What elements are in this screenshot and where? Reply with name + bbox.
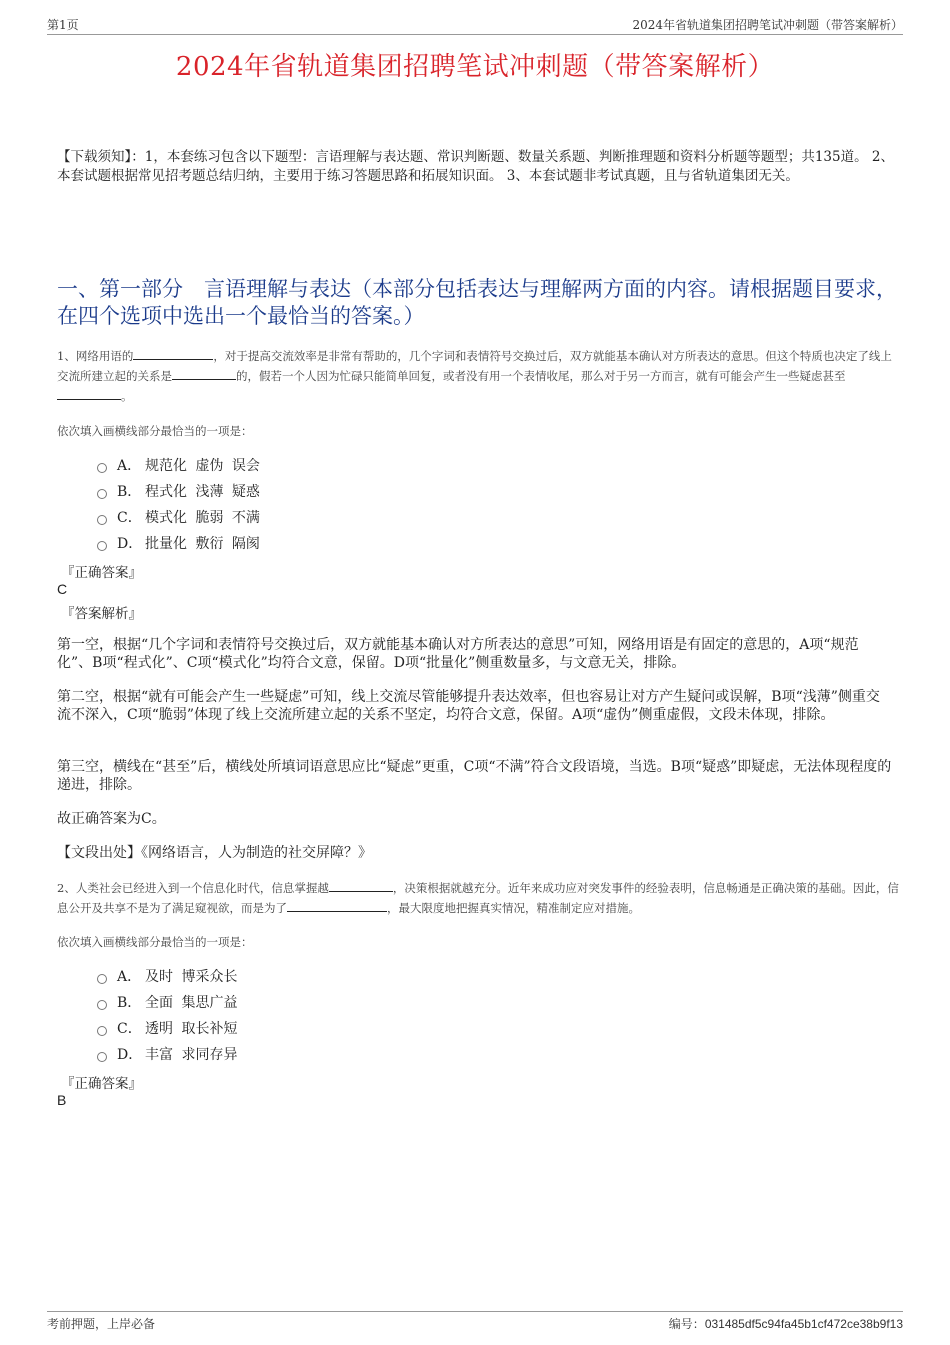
fill-blank <box>329 879 393 892</box>
q2-stem-part: ，最大限度地把握真实情况，精准制定应对措施。 <box>387 901 640 915</box>
question-1-prompt: 依次填入画横线部分最恰当的一项是： <box>57 424 253 438</box>
option-d[interactable] <box>97 530 260 556</box>
radio-icon[interactable] <box>97 541 107 551</box>
code-label: 编号： <box>668 1317 705 1331</box>
option-c[interactable] <box>97 504 260 530</box>
option-text: 及时 博采众长 <box>145 969 238 985</box>
footer-code <box>669 1315 903 1332</box>
section-heading: 一、第一部分 言语理解与表达（本部分包括表达与理解两方面的内容。请根据题目要求，在四个选项中选出一个最恰当的答案。） <box>57 277 897 328</box>
radio-icon[interactable] <box>97 1000 107 1010</box>
option-b[interactable] <box>97 478 260 504</box>
fill-blank <box>172 367 236 380</box>
option-text: 规范化 虚伪 误会 <box>145 458 260 474</box>
download-notice: 【下载须知】：1，本套练习包含以下题型：言语理解与表达题、常识判断题、数量关系题、判断推理题和资料分析题等题型；共135道。 2、本套试题根据常见招考题总结归纳，主要用于练习答题思路和拓展知识面。 3、本套试题非考试真题，且与省轨道集团无关。 <box>57 149 894 184</box>
answer-label: 『正确答案』 <box>61 565 142 581</box>
analysis-paragraph: 第一空，根据“几个字词和表情符号交换过后，双方就能基本确认对方所表达的意思”可知，网络用语是有固定的意思的，A项“规范化”、B项“程式化”、C项“模式化”均符合文意，保留。D项“批量化”侧重数量多，与文意无关，排除。 <box>57 637 859 671</box>
option-d[interactable] <box>97 1041 237 1067</box>
document-title: 2024年省轨道集团招聘笔试冲刺题（带答案解析） <box>175 52 775 82</box>
option-letter: C． <box>117 510 142 526</box>
analysis-paragraph: 第三空，横线在“甚至”后，横线处所填词语意思应比“疑虑”更重，C项“不满”符合文段语境，当选。B项“疑惑”即疑虑，无法体现程度的递进，排除。 <box>57 759 892 793</box>
q1-stem-part: 。 <box>121 389 133 403</box>
option-text: 模式化 脆弱 不满 <box>145 510 260 526</box>
page-number: 第1页 <box>47 18 79 32</box>
analysis-paragraph: 第二空，根据“就有可能会产生一些疑虑”可知，线上交流尽管能够提升表达效率，但也容易让对方产生疑问或误解，B项“浅薄”侧重交流不深入，C项“脆弱”体现了线上交流所建立起的关系不坚定，均符合文意，保留。A项“虚伪”侧重虚假，文段未体现，排除。 <box>57 689 880 723</box>
q1-stem-part: ，对于提高交流效率是非常有帮助的，几个字词和表情符号交换过后，双方就能基本确认对方所表达的意思。但这个特质也决定了线上交流所建立起的关系是 <box>57 349 892 383</box>
code-value: 031485df5c94fa45b1cf472ce38b9f13 <box>704 1317 903 1331</box>
analysis-label: 『答案解析』 <box>61 606 142 622</box>
radio-icon[interactable] <box>97 1052 107 1062</box>
option-letter: B． <box>117 995 142 1011</box>
option-letter: D． <box>117 1047 143 1063</box>
question-1-stem <box>57 346 902 406</box>
question-2-stem <box>57 878 902 918</box>
option-letter: C． <box>117 1021 142 1037</box>
analysis-conclusion: 故正确答案为C。 <box>57 811 166 827</box>
option-text: 程式化 浅薄 疑惑 <box>145 484 260 500</box>
correct-answer: B <box>57 1092 67 1108</box>
option-text: 全面 集思广益 <box>145 995 238 1011</box>
header-doc-title: 2024年省轨道集团招聘笔试冲刺题（带答案解析） <box>632 18 903 32</box>
question-2-prompt: 依次填入画横线部分最恰当的一项是： <box>57 935 253 949</box>
option-letter: A． <box>117 458 142 474</box>
option-letter: B． <box>117 484 142 500</box>
radio-icon[interactable] <box>97 463 107 473</box>
radio-icon[interactable] <box>97 515 107 525</box>
correct-answer: C <box>57 581 68 597</box>
option-text: 批量化 敷衍 隔阂 <box>145 536 260 552</box>
radio-icon[interactable] <box>97 1026 107 1036</box>
page-header <box>47 14 903 35</box>
option-text: 丰富 求同存异 <box>145 1047 238 1063</box>
option-a[interactable] <box>97 963 237 989</box>
answer-label: 『正确答案』 <box>61 1076 142 1092</box>
option-a[interactable] <box>97 452 260 478</box>
q2-stem-part: 2、人类社会已经进入到一个信息化时代，信息掌握越 <box>57 881 329 895</box>
q1-stem-part: 的，假若一个人因为忙碌只能简单回复，或者没有用一个表情收尾，那么对于另一方而言，就有可能会产生一些疑虑甚至 <box>236 369 846 383</box>
q2-stem-part: ，决策根据就越充分。近年来成功应对突发事件的经验表明，信息畅通是正确决策的基础。因此，信息公开及共享不是为了满足窥视欲，而是为了 <box>57 881 899 915</box>
option-c[interactable] <box>97 1015 237 1041</box>
footer-slogan: 考前押题，上岸必备 <box>47 1317 156 1331</box>
option-letter: A． <box>117 969 142 985</box>
option-b[interactable] <box>97 989 237 1015</box>
question-2-options <box>97 963 237 1067</box>
radio-icon[interactable] <box>97 974 107 984</box>
option-text: 透明 取长补短 <box>145 1021 238 1037</box>
question-1-options <box>97 452 260 556</box>
radio-icon[interactable] <box>97 489 107 499</box>
fill-blank <box>57 387 121 400</box>
fill-blank <box>287 899 387 912</box>
footer-divider <box>47 1311 903 1312</box>
option-letter: D． <box>117 536 143 552</box>
source-citation: 【文段出处】《网络语言，人为制造的社交屏障？》 <box>57 845 372 861</box>
q1-stem-part: 1、网络用语的 <box>57 349 134 363</box>
fill-blank <box>133 347 213 360</box>
